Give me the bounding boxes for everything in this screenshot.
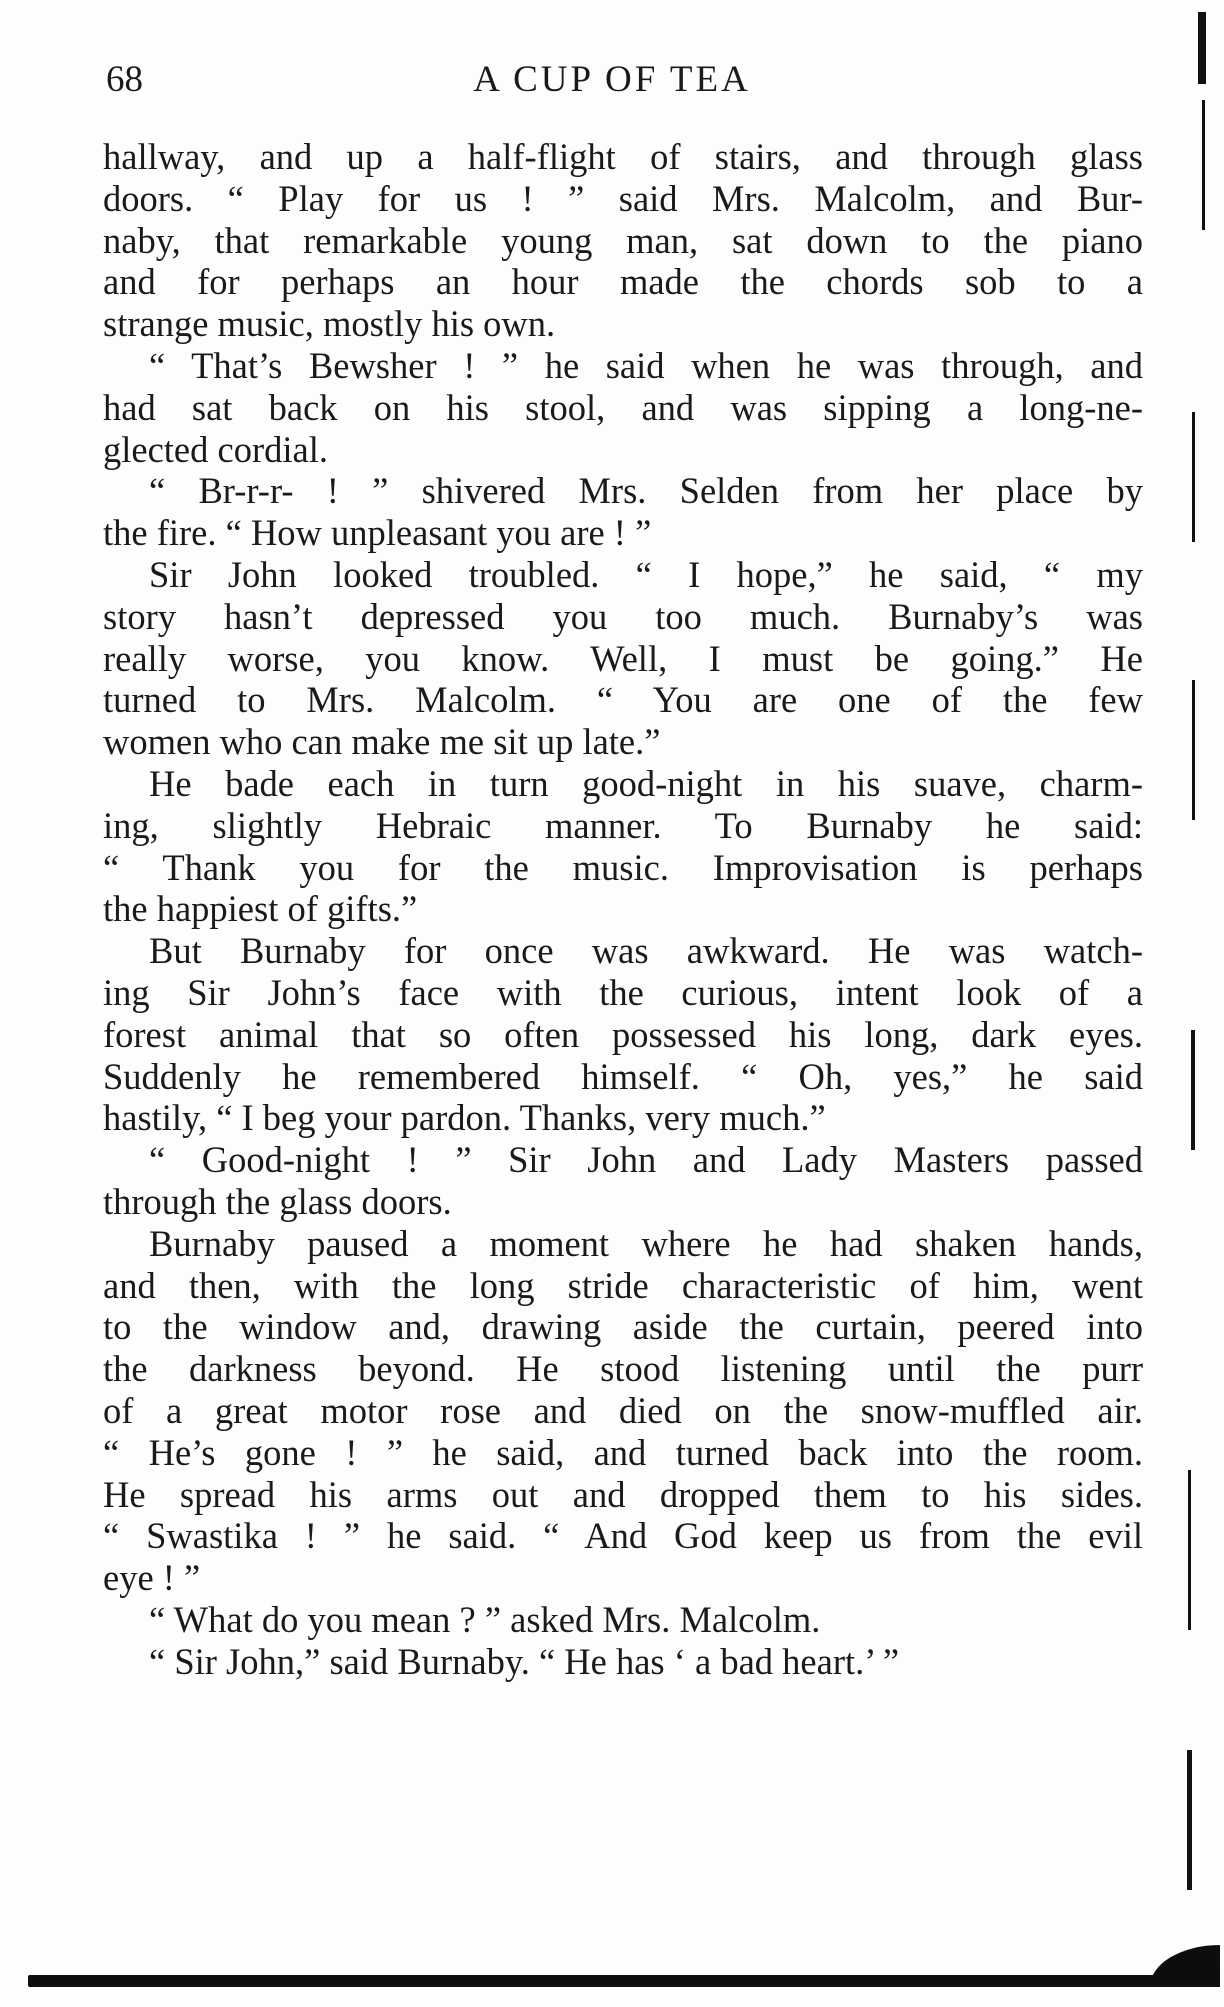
text-line: He spread his arms out and dropped them to his sides.	[103, 1473, 1143, 1515]
text-line: to the window and, drawing aside the curtain, peered into	[103, 1306, 1143, 1348]
text-line: hallway, and up a half-flight of stairs, and through glass	[103, 136, 1143, 177]
body-text	[103, 136, 1143, 1682]
text-line: Burnaby paused a moment where he had shaken hands,	[149, 1222, 1143, 1264]
text-line: naby, that remarkable young man, sat down to the piano	[103, 219, 1143, 261]
text-line: He bade each in turn good-night in his suave, charm-	[149, 762, 1143, 804]
text-line: “ What do you mean ? ” asked Mrs. Malcolm.	[149, 1598, 821, 1640]
text-line: “ Thank you for the music. Improvisation is perhaps	[103, 846, 1143, 888]
text-line: ing, slightly Hebraic manner. To Burnaby he said:	[103, 804, 1143, 846]
text-line: of a great motor rose and died on the snow-muffled air.	[103, 1389, 1143, 1431]
text-line: the darkness beyond. He stood listening until the purr	[103, 1348, 1143, 1390]
text-line: ing Sir John’s face with the curious, intent look of a	[103, 971, 1143, 1013]
text-line: through the glass doors.	[103, 1180, 452, 1222]
text-line: and then, with the long stride characteristic of him, went	[103, 1264, 1143, 1306]
scan-bottom-rule	[28, 1975, 1218, 1987]
scan-edge-mark	[1202, 100, 1205, 230]
scan-edge-mark	[1188, 1470, 1191, 1630]
scan-edge-mark	[1192, 680, 1195, 820]
text-line: the happiest of gifts.”	[103, 888, 418, 930]
text-line: had sat back on his stool, and was sipping a long-ne-	[103, 386, 1143, 428]
text-line: “ Sir John,” said Burnaby. “ He has ‘ a bad heart.’ ”	[149, 1640, 900, 1682]
text-line: “ He’s gone ! ” he said, and turned back into the room.	[103, 1431, 1143, 1473]
text-line: “ Good-night ! ” Sir John and Lady Masters passed	[149, 1139, 1143, 1181]
text-line: “ That’s Bewsher ! ” he said when he was through, and	[149, 344, 1143, 386]
running-title: A CUP OF TEA	[473, 59, 751, 100]
text-line: really worse, you know. Well, I must be going.” He	[103, 637, 1143, 679]
text-line: hastily, “ I beg your pardon. Thanks, very much.”	[103, 1097, 826, 1139]
text-line: the fire. “ How unpleasant you are ! ”	[103, 512, 652, 554]
text-line: “ Br-r-r- ! ” shivered Mrs. Selden from her place by	[149, 470, 1143, 512]
text-line: women who can make me sit up late.”	[103, 721, 661, 763]
text-line: Sir John looked troubled. “ I hope,” he said, “ my	[149, 553, 1143, 595]
page-number: 68	[106, 59, 143, 100]
text-line: Suddenly he remembered himself. “ Oh, yes,” he said	[103, 1055, 1143, 1097]
text-line: But Burnaby for once was awkward. He was watch-	[149, 930, 1143, 972]
text-line: forest animal that so often possessed his long, dark eyes.	[103, 1013, 1143, 1055]
text-line: “ Swastika ! ” he said. “ And God keep us from the evil	[103, 1515, 1143, 1557]
text-line: turned to Mrs. Malcolm. “ You are one of the few	[103, 679, 1143, 721]
text-line: doors. “ Play for us ! ” said Mrs. Malcolm, and Bur-	[103, 177, 1143, 219]
scan-edge-mark	[1192, 412, 1195, 542]
text-line: and for perhaps an hour made the chords sob to a	[103, 261, 1143, 303]
scan-edge-mark	[1198, 12, 1206, 84]
text-line: glected cordial.	[103, 428, 328, 470]
text-line: story hasn’t depressed you too much. Burnaby’s was	[103, 595, 1143, 637]
text-line: eye ! ”	[103, 1557, 201, 1599]
text-line: strange music, mostly his own.	[103, 303, 556, 345]
scan-edge-mark	[1187, 1750, 1192, 1890]
scan-edge-mark	[1191, 1030, 1195, 1150]
